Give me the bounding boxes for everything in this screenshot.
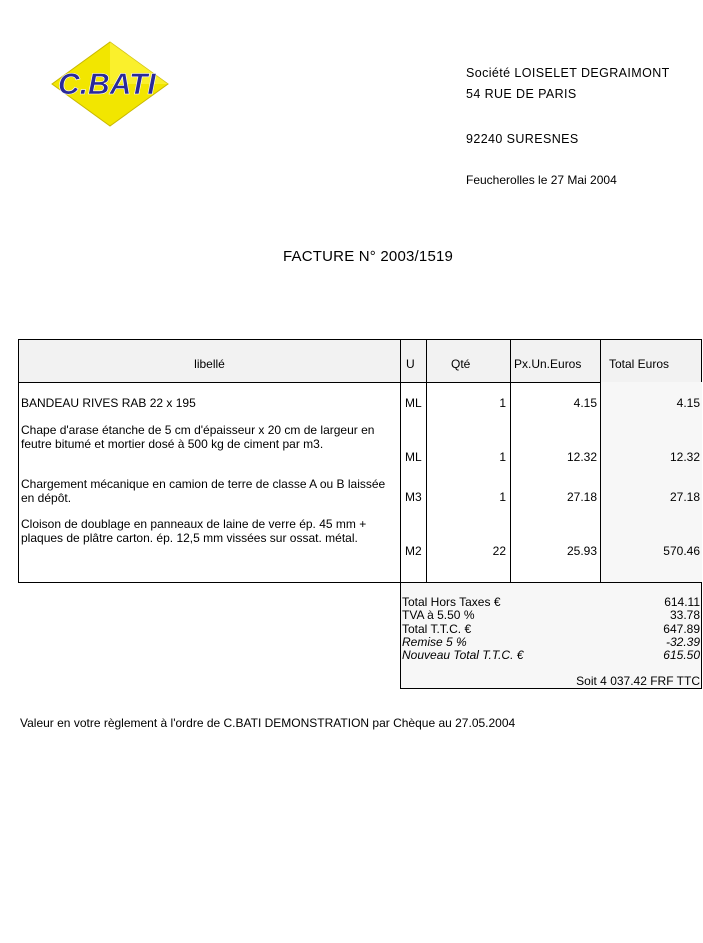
total-ttc-value: 647.89 <box>663 622 700 636</box>
row-2-unit-price: 12.32 <box>566 450 597 464</box>
row-1-unit-price: 4.15 <box>573 396 597 410</box>
remise-label: Remise 5 % <box>402 635 467 649</box>
logo-text: C.BATI <box>58 68 156 101</box>
company-logo <box>50 40 170 130</box>
invoice-date: Feucherolles le 27 Mai 2004 <box>466 173 617 187</box>
header-libelle: libellé <box>194 357 225 371</box>
total-ht-label: Total Hors Taxes € <box>402 595 501 609</box>
frf-total: Soit 4 037.42 FRF TTC <box>576 674 700 688</box>
row-4-unit-price: 25.93 <box>566 544 597 558</box>
tva-value: 33.78 <box>669 608 700 622</box>
total-ttc-label: Total T.T.C. € <box>402 622 472 636</box>
invoice-table <box>18 339 702 583</box>
row-3-unit: M3 <box>405 490 422 504</box>
header-unit: U <box>406 357 415 371</box>
row-2-unit: ML <box>405 450 422 464</box>
row-2-total: 12.32 <box>669 450 700 464</box>
row-3-total: 27.18 <box>669 490 700 504</box>
totals-box <box>400 583 702 689</box>
tva-label: TVA à 5.50 % <box>402 608 475 622</box>
payment-instructions: Valeur en votre règlement à l'ordre de C.BATI DEMONSTRATION par Chèque au 27.05.2004 <box>20 716 516 730</box>
invoice-title: FACTURE N° 2003/1519 <box>283 248 454 265</box>
header-unit-price: Px.Un.Euros <box>514 357 582 371</box>
row-4-total: 570.46 <box>663 544 700 558</box>
total-ht-value: 614.11 <box>664 595 700 609</box>
new-total-ttc-label: Nouveau Total T.T.C. € <box>402 648 524 662</box>
new-total-ttc-value: 615.50 <box>663 648 700 662</box>
remise-value: -32.39 <box>665 635 700 649</box>
row-3-qty: 1 <box>499 490 506 504</box>
row-1-unit: ML <box>405 396 422 410</box>
recipient-company: Société LOISELET DEGRAIMONT <box>466 66 670 80</box>
row-2-libelle: Chape d'arase étanche de 5 cm d'épaisseur x 20 cm de largeur en feutre bitumé et mortier dosé à 500 kg de ciment par m3. <box>21 423 375 451</box>
row-1-qty: 1 <box>499 396 506 410</box>
recipient-street: 54 RUE DE PARIS <box>466 87 577 101</box>
row-3-libelle: Chargement mécanique en camion de terre de classe A ou B laissée en dépôt. <box>21 477 386 505</box>
row-2-qty: 1 <box>499 450 506 464</box>
recipient-city: 92240 SURESNES <box>466 132 579 146</box>
row-4-qty: 22 <box>492 544 506 558</box>
row-3-unit-price: 27.18 <box>566 490 597 504</box>
row-4-unit: M2 <box>405 544 422 558</box>
row-4-libelle: Cloison de doublage en panneaux de laine de verre ép. 45 mm + plaques de plâtre carton. ép. 12,5 mm vissées sur ossat. métal. <box>21 517 367 545</box>
header-total: Total Euros <box>609 357 670 371</box>
row-1-libelle: BANDEAU RIVES RAB 22 x 195 <box>21 396 196 410</box>
row-1-total: 4.15 <box>676 396 700 410</box>
header-qty: Qté <box>451 357 471 371</box>
